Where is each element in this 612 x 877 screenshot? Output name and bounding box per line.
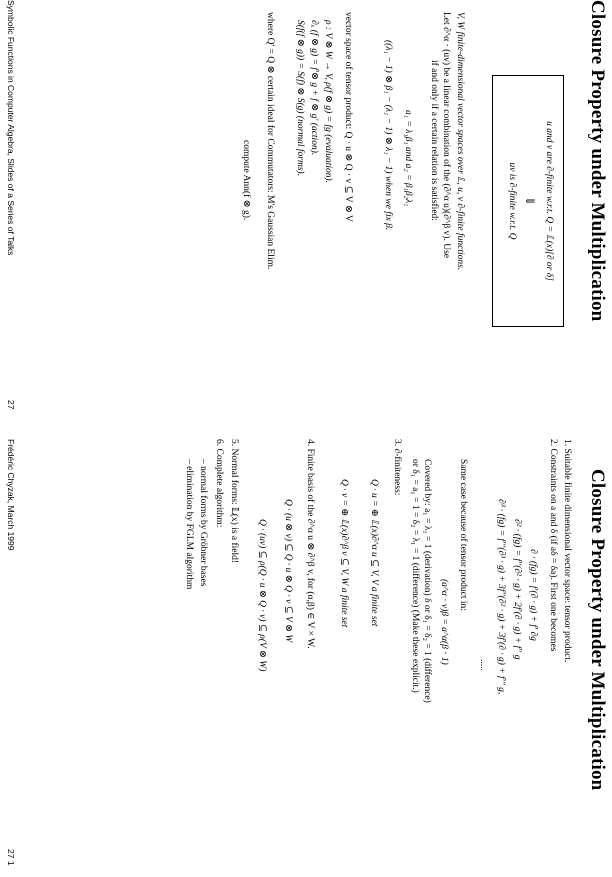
closure-theorem-box bbox=[492, 75, 564, 327]
item-6-sub-2: – elimination by FGLM algorithm bbox=[184, 459, 194, 590]
eq-Qv: Q · v = ⊕ 𝕃(x)∂^β v ⊆ V, W a finite set bbox=[339, 479, 349, 628]
slide-title: Closure Property under Multiplication bbox=[587, 469, 608, 791]
covered-line-2: or δ₁ = a₁ = 1 = δ₂ = λ₁ = 1 (difference) (Make these explicit.) bbox=[410, 459, 420, 693]
body-line-11: compute Ann(f ⊗ g). bbox=[241, 140, 251, 221]
body-line-5: ((λ₁ − 1) ⊗ β₁ − (λ₁ − 1) ⊗ λ₁ − 1) when we fix β. bbox=[383, 40, 393, 231]
body-line-7: ρ : V ⊗ W → V, ρ(f ⊗ g) = fg (evaluation). bbox=[323, 20, 333, 184]
body-line-6: vector space of tensor product: Q · u ⊗ Q · v ⊆ V ⊗ V bbox=[343, 12, 353, 222]
right-page-number: 27 1 bbox=[6, 849, 16, 866]
body-line-3: if and only if a certain relation is satisfied: bbox=[429, 60, 439, 221]
body-line-10: where Q' = Q ⊗ certain ideal for Commutators: M's Gaussian Elim. bbox=[265, 12, 275, 270]
item-6: 6. Complete algorithm: bbox=[214, 439, 224, 528]
item-2-note: Same case because of tensor product in: bbox=[458, 459, 468, 611]
eq-inclusion-1: Q · (u ⊗ v) ⊆ Q · u ⊗ Q · v ⊆ V ⊗ W bbox=[283, 499, 293, 643]
eq-derivative-1: ∂ · (fg) = f'(∂ · g) + f' ∂g bbox=[528, 549, 538, 641]
item-3: 3. ∂-finiteness: bbox=[392, 439, 402, 496]
eq-Qu: Q · u = ⊕ 𝕃(x)∂^α u ⊆ V, V a finite set bbox=[369, 479, 379, 627]
implies-arrow: ⇓ bbox=[523, 195, 537, 207]
body-line-4: a₁ = λ₁β₁ and a₂ = β₁β₂λ₁ bbox=[403, 110, 413, 207]
body-line-9: S(f(f ⊗ g)) = S(f) ⊗ S(g) (normal forms). bbox=[295, 20, 305, 177]
left-footer: Symbolic Functions in Computer Algebra, Slides of a Series of Talks bbox=[6, 0, 16, 256]
eq-inclusion-2: Q · (uv) ⊆ ρ(Q · u ⊗ Q · v) ⊆ ρ(V ⊗ W) bbox=[257, 519, 267, 672]
eq-tensor: (a^α ⋅ v)β = a^α(β ⋅ 1) bbox=[439, 579, 449, 665]
item-5: 5. Normal forms: 𝕃(x) is a field! bbox=[229, 439, 239, 564]
slide-title: Closure Property under Multiplication bbox=[587, 0, 608, 322]
item-4: 4. Finite basis of the ∂^α u ⊗ ∂^β v, for (α,β) ∈ V × W. bbox=[305, 439, 315, 649]
slide-27-1 bbox=[0, 439, 612, 877]
right-footer: Frédéric Chyzak, March 1999 bbox=[6, 439, 16, 551]
box-conclusion: uv is ∂-finite w.r.t. Q bbox=[507, 162, 517, 240]
item-1: 1. Suitable finite dimensional vector space: tensor product. bbox=[562, 439, 572, 663]
box-premise: u and v are ∂-finite w.r.t. Q = 𝕃(x)[∂ or δ] bbox=[544, 121, 554, 281]
item-6-sub-1: – normal forms by Gröbner bases bbox=[198, 459, 208, 587]
item-2: 2. Constraints on a and δ (if aδ = δa). First one becomes bbox=[548, 439, 558, 652]
body-line-8: ∂ₓ (f ⊗ g) = f'⊗ g + f ⊗ g' (action). bbox=[309, 20, 319, 156]
covered-line-1: Covered by: a₁ = λ₁ = 1 (derivation) δ or δ₁ = δ₂ = 1 (difference) bbox=[422, 459, 432, 703]
ellipsis: ..... bbox=[478, 659, 488, 671]
body-line-1: V, W finite-dimensional vector spaces over 𝕃, u, v ∂-finite functions. bbox=[455, 12, 465, 271]
body-line-2: Let ∂^α ⋅ (uv) be a linear combination of the (∂^α u)(∂^β v). Use bbox=[441, 12, 451, 258]
eq-derivative-2: ∂² · (fg) = f''(∂² · g) + 2f'(∂ · g) + f'' g bbox=[512, 519, 522, 660]
left-page-number: 27 bbox=[6, 400, 16, 410]
slide-27 bbox=[0, 0, 612, 438]
eq-derivative-3: ∂³ · (fg) = f'''(∂³ · g) + 3f''(∂² · g) + 3f'(∂ · g) + f''' g, bbox=[496, 499, 506, 695]
